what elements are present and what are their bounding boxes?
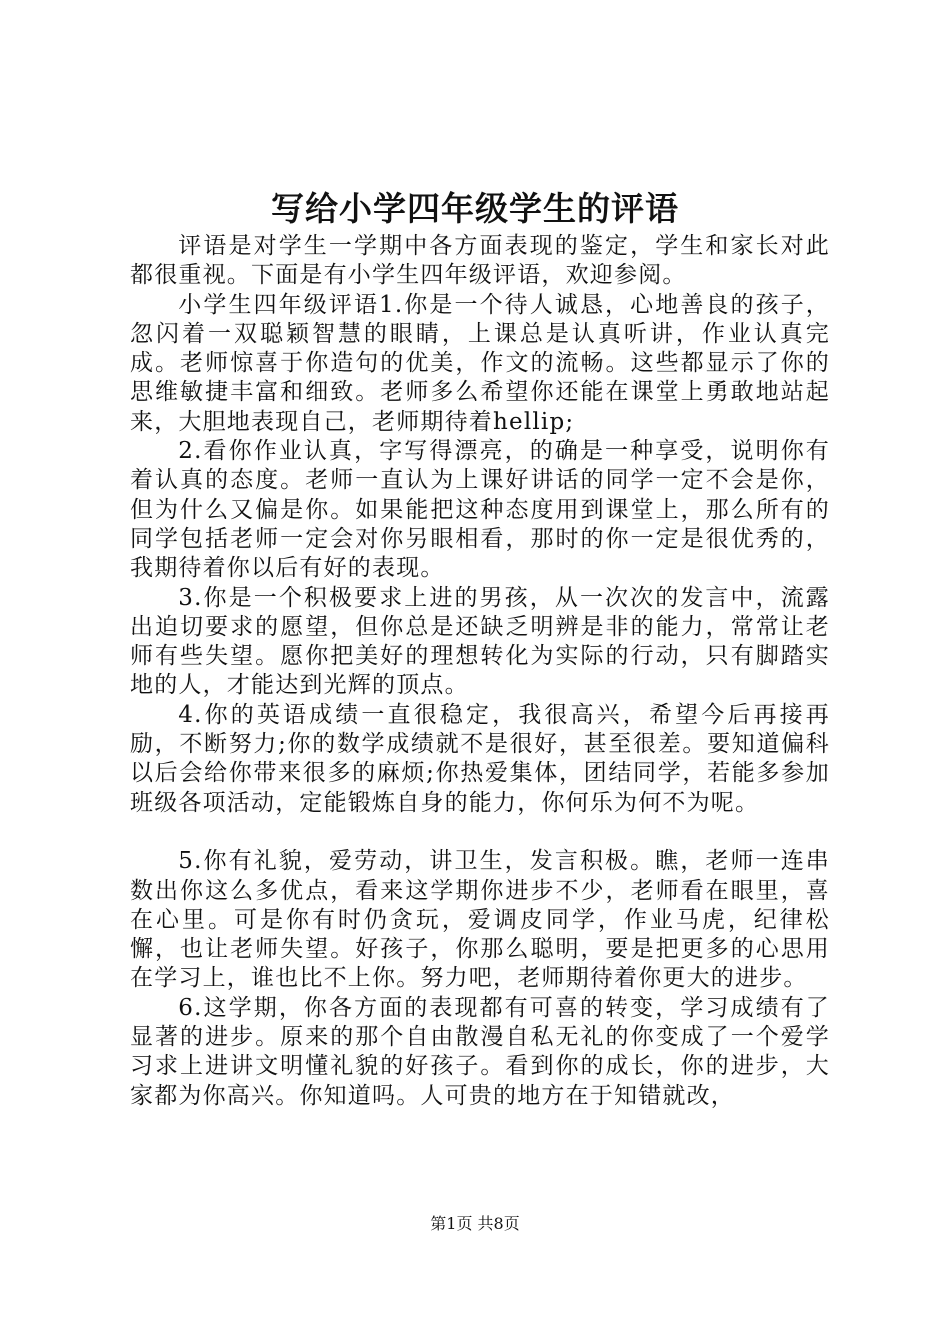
paragraph-comment-3: 3.你是一个积极要求上进的男孩，从一次次的发言中，流露出迫切要求的愿望，但你总是还缺乏明辨是非的能力，常常让老师有些失望。愿你把美好的理想转化为实际的行动，只有脚踏实地的人，才能达到光辉的顶点。 [130,584,830,699]
paragraph-intro: 评语是对学生一学期中各方面表现的鉴定，学生和家长对此都很重视。下面是有小学生四年级评语，欢迎参阅。 [130,233,830,289]
page-number-footer: 第1页 共8页 [430,1214,520,1233]
document-body [130,232,830,1111]
paragraph-comment-1: 小学生四年级评语1.你是一个待人诚恳，心地善良的孩子，忽闪着一双聪颖智慧的眼睛，上课总是认真听讲，作业认真完成。老师惊喜于你造句的优美，作文的流畅。这些都显示了你的思维敏捷丰富和细致。老师多么希望你还能在课堂上勇敢地站起来，大胆地表现自己，老师期待着hellip; [130,291,830,435]
paragraph-comment-4: 4.你的英语成绩一直很稳定，我很高兴，希望今后再接再励，不断努力;你的数学成绩就不是很好，甚至很差。要知道偏科以后会给你带来很多的麻烦;你热爱集体，团结同学，若能多参加班级各项活动，定能锻炼自身的能力，你何乐为何不为呢。 [130,701,830,816]
paragraph-comment-2: 2.看你作业认真，字写得漂亮，的确是一种享受，说明你有着认真的态度。老师一直认为上课好讲话的同学一定不会是你，但为什么又偏是你。如果能把这种态度用到课堂上，那么所有的同学包括老师一定会对你另眼相看，那时的你一定是很优秀的，我期待着你以后有好的表现。 [130,438,830,582]
paragraph-comment-5: 5.你有礼貌，爱劳动，讲卫生，发言积极。瞧，老师一连串数出你这么多优点，看来这学期你进步不少，老师看在眼里，喜在心里。可是你有时仍贪玩，爱调皮同学，作业马虎，纪律松懈，也让老师失望。好孩子，你那么聪明，要是把更多的心思用在学习上，谁也比不上你。努力吧，老师期待着你更大的进步。 [130,848,830,992]
document-title: 写给小学四年级学生的评语 [271,189,679,228]
paragraph-comment-6: 6.这学期，你各方面的表现都有可喜的转变，学习成绩有了显著的进步。原来的那个自由散漫自私无礼的你变成了一个爱学习求上进讲文明懂礼貌的好孩子。看到你的成长，你的进步，大家都为你高兴。你知道吗。人可贵的地方在于知错就改， [130,994,830,1109]
